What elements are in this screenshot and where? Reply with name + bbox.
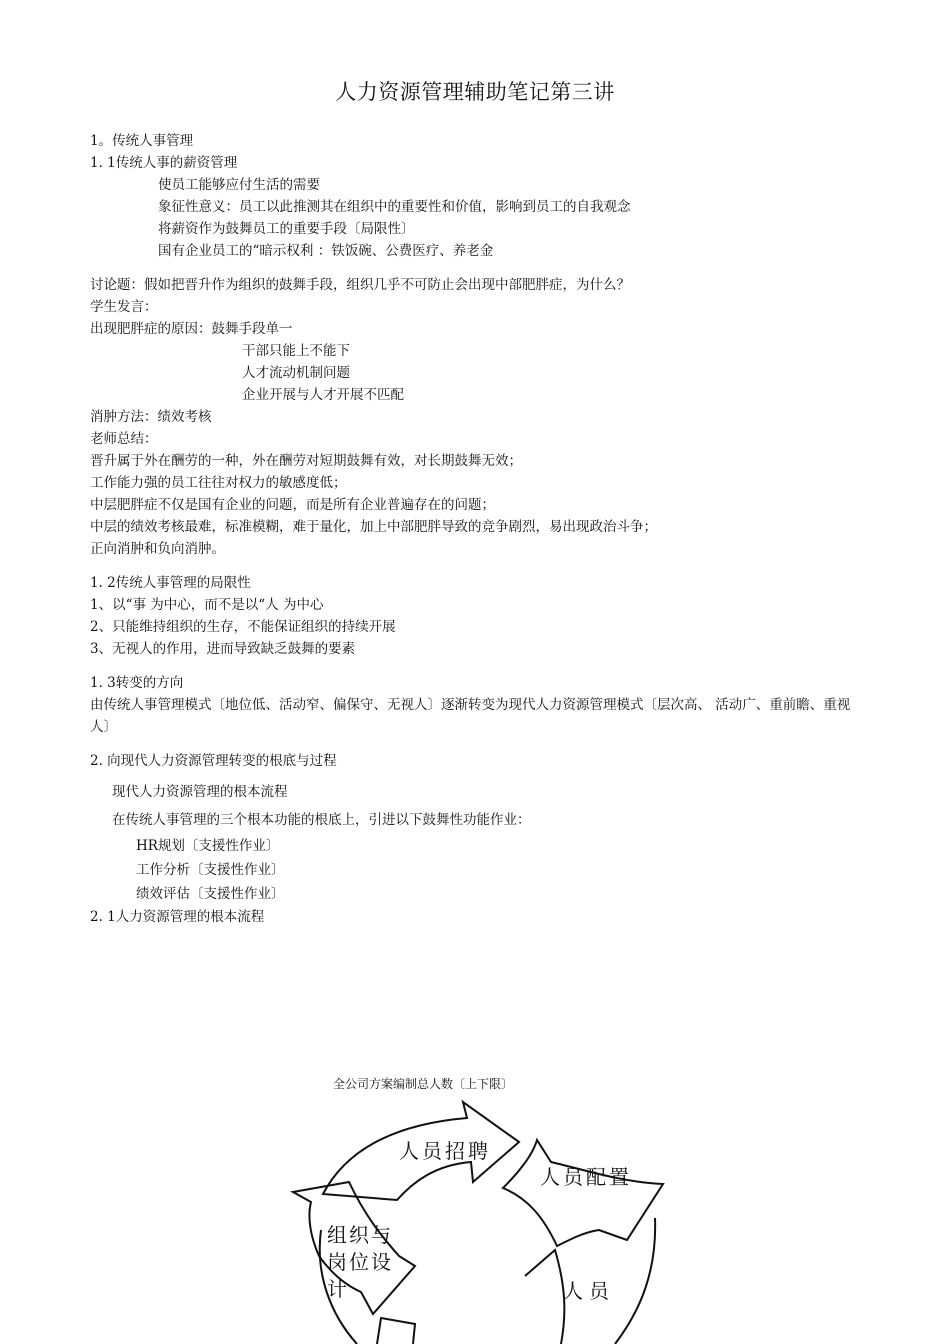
summary-item: 工作能力强的员工往往对权力的敏感度低； bbox=[90, 475, 347, 491]
section-1-heading: 1。传统人事管理 bbox=[90, 133, 194, 149]
list-item: 使员工能够应付生活的需要 bbox=[158, 177, 320, 193]
cycle-arrow-staff bbox=[525, 1250, 564, 1344]
limitation-item: 3、无视人的作用，进而导致缺乏鼓舞的要素 bbox=[90, 641, 356, 657]
list-item: 国有企业员工的“暗示权利 ：铁饭碗、公费医疗、养老金 bbox=[158, 243, 494, 259]
plan-caption: 全公司方案编制总人数〔上下限〕 bbox=[333, 1077, 514, 1091]
summary-item: 正向消肿和负向消肿。 bbox=[90, 541, 225, 557]
subsection-1-2-heading: 1. 2传统人事管理的局限性 bbox=[90, 575, 251, 591]
basic-process-label: 现代人力资源管理的根本流程 bbox=[112, 784, 288, 800]
label-recruitment: 人员招聘 bbox=[399, 1139, 491, 1163]
transformation-direction: 由传统人事管理模式〔地位低、活动窄、偏保守、无视人〕逐渐转变为现代人力资源管理模式〔层次高、 活动广、重前瞻、重视人〕 bbox=[90, 697, 851, 735]
summary-item: 晋升属于外在酬劳的一种，外在酬劳对短期鼓舞有效，对长期鼓舞无效； bbox=[90, 453, 522, 469]
cause-item: 人才流动机制问题 bbox=[242, 365, 350, 381]
function-intro: 在传统人事管理的三个根本功能的根底上，引进以下鼓舞性功能作业： bbox=[112, 812, 531, 828]
function-item: 绩效评估〔支援性作业〕 bbox=[136, 886, 285, 902]
hr-process-cycle-diagram bbox=[285, 1070, 675, 1344]
discussion-question: 讨论题：假如把晋升作为组织的鼓舞手段，组织几乎不可防止会出现中部肥胖症，为什么？ bbox=[90, 277, 630, 293]
summary-item: 中层肥胖症不仅是国有企业的问题，而是所有企业普遍存在的问题； bbox=[90, 497, 495, 513]
list-item: 象征性意义：员工以此推测其在组织中的重要性和价值，影响到员工的自我观念 bbox=[158, 199, 631, 215]
list-item: 将薪资作为鼓舞员工的重要手段〔局限性〕 bbox=[158, 221, 415, 237]
student-remarks-label: 学生发言： bbox=[90, 299, 158, 315]
cause-item: 干部只能上不能下 bbox=[242, 343, 350, 359]
remedy-method: 消肿方法：绩效考核 bbox=[90, 409, 212, 425]
page-title: 人力资源管理辅助笔记第三讲 bbox=[335, 80, 615, 104]
function-item: HR规划〔支援性作业〕 bbox=[136, 838, 280, 854]
subsection-1-3-heading: 1. 3转变的方向 bbox=[90, 675, 184, 691]
limitation-item: 1、以“事 为中心，而不是以“人 为中心 bbox=[90, 597, 324, 613]
teacher-summary-label: 老师总结： bbox=[90, 431, 158, 447]
label-staff: 人员 bbox=[563, 1279, 615, 1303]
label-deployment: 人员配置 bbox=[540, 1165, 632, 1189]
section-2-heading: 2. 向现代人力资源管理转变的根底与过程 bbox=[90, 753, 337, 769]
cause-item: 企业开展与人才开展不匹配 bbox=[242, 387, 404, 403]
cycle-arrow-bottom-left bbox=[377, 1318, 415, 1344]
obesity-cause: 出现肥胖症的原因：鼓舞手段单一 bbox=[90, 321, 293, 337]
subsection-2-1-heading: 2. 1人力资源管理的根本流程 bbox=[90, 909, 265, 925]
cycle-arrow-deploy bbox=[503, 1140, 663, 1246]
document-body bbox=[90, 130, 870, 928]
function-item: 工作分析〔支援性作业〕 bbox=[136, 862, 285, 878]
subsection-1-1-heading: 1. 1传统人事的薪资管理 bbox=[90, 155, 238, 171]
limitation-item: 2、只能维持组织的生存，不能保证组织的持续开展 bbox=[90, 619, 396, 635]
label-org-design: 组织与岗位设计 bbox=[327, 1223, 393, 1301]
summary-item: 中层的绩效考核最难，标准模糊，难于量化，加上中部肥胖导致的竞争剧烈，易出现政治斗争； bbox=[90, 519, 657, 535]
